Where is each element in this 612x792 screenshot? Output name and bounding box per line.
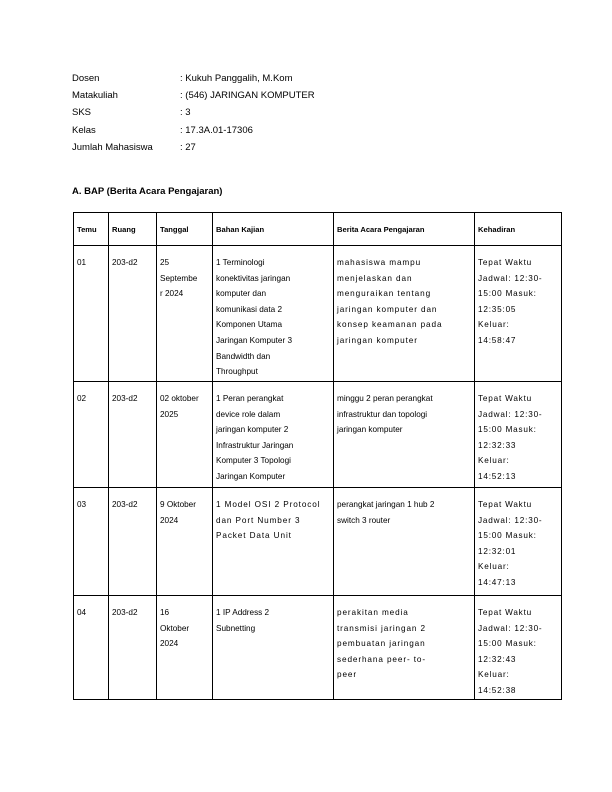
header-ruang: Ruang <box>109 213 157 246</box>
info-label-sks: SKS <box>72 107 92 119</box>
cell-bahan-kajian: 1 Model OSI 2 Protocol dan Port Number 3 Packet Data Unit <box>213 488 334 596</box>
cell-ruang: 203-d2 <box>109 246 157 382</box>
cell-bahan-kajian: 1 Peran perangkat device role dalam jaringan komputer 2 Infrastruktur Jaringan Komputer 3 Topologi Jaringan Komputer <box>213 382 334 488</box>
info-row-kelas <box>72 122 315 139</box>
cell-ruang: 203-d2 <box>109 488 157 596</box>
info-row-matakuliah <box>72 87 315 104</box>
info-label-jumlah-mahasiswa: Jumlah Mahasiswa <box>72 141 153 153</box>
info-label-matakuliah: Matakuliah <box>72 90 118 102</box>
cell-berita-acara: mahasiswa mampu menjelaskan dan menguraikan tentang jaringan komputer dan konsep keamanan pada jaringan komputer <box>334 246 475 382</box>
cell-berita-acara: minggu 2 peran perangkat infrastruktur dan topologi jaringan komputer <box>334 382 475 488</box>
table-header-row <box>74 213 562 246</box>
cell-temu: 03 <box>74 488 109 596</box>
cell-tanggal: 02 oktober 2025 <box>157 382 213 488</box>
cell-bahan-kajian: 1 IP Address 2 Subnetting <box>213 596 334 700</box>
table-row <box>74 488 562 596</box>
info-value-sks: : 3 <box>180 107 191 119</box>
info-value-matakuliah: : (546) JARINGAN KOMPUTER <box>180 90 315 102</box>
bap-table <box>73 212 562 700</box>
section-title: A. BAP (Berita Acara Pengajaran) <box>72 186 223 197</box>
course-info <box>72 70 315 156</box>
info-row-dosen <box>72 70 315 87</box>
info-row-sks <box>72 104 315 121</box>
table-row <box>74 596 562 700</box>
cell-tanggal: 16 Oktober 2024 <box>157 596 213 700</box>
table-row <box>74 382 562 488</box>
cell-temu: 02 <box>74 382 109 488</box>
cell-temu: 01 <box>74 246 109 382</box>
info-value-dosen: : Kukuh Panggalih, M.Kom <box>180 73 293 84</box>
cell-kehadiran: Tepat Waktu Jadwal: 12:30- 15:00 Masuk: 12:35:05 Keluar: 14:58:47 <box>475 246 562 382</box>
info-label-kelas: Kelas <box>72 124 96 136</box>
cell-ruang: 203-d2 <box>109 596 157 700</box>
cell-tanggal: 25 Septembe r 2024 <box>157 246 213 382</box>
cell-temu: 04 <box>74 596 109 700</box>
header-bahan-kajian: Bahan Kajian <box>213 213 334 246</box>
table-row <box>74 246 562 382</box>
cell-berita-acara: perakitan media transmisi jaringan 2 pembuatan jaringan sederhana peer- to- peer <box>334 596 475 700</box>
cell-kehadiran: Tepat Waktu Jadwal: 12:30- 15:00 Masuk: 12:32:43 Keluar: 14:52:38 <box>475 596 562 700</box>
cell-kehadiran: Tepat Waktu Jadwal: 12:30- 15:00 Masuk: 12:32:33 Keluar: 14:52:13 <box>475 382 562 488</box>
cell-berita-acara: perangkat jaringan 1 hub 2 switch 3 router <box>334 488 475 596</box>
info-value-jumlah-mahasiswa: : 27 <box>180 141 196 153</box>
header-temu: Temu <box>74 213 109 246</box>
cell-kehadiran: Tepat Waktu Jadwal: 12:30- 15:00 Masuk: 12:32:01 Keluar: 14:47:13 <box>475 488 562 596</box>
info-value-kelas: : 17.3A.01-17306 <box>180 124 253 136</box>
header-berita-acara: Berita Acara Pengajaran <box>334 213 475 246</box>
cell-bahan-kajian: 1 Terminologi konektivitas jaringan komputer dan komunikasi data 2 Komponen Utama Jaringan Komputer 3 Bandwidth dan Throughput <box>213 246 334 382</box>
header-tanggal: Tanggal <box>157 213 213 246</box>
info-label-dosen: Dosen <box>72 73 100 84</box>
header-kehadiran: Kehadiran <box>475 213 562 246</box>
cell-tanggal: 9 Oktober 2024 <box>157 488 213 596</box>
info-row-jumlah-mahasiswa <box>72 139 315 156</box>
cell-ruang: 203-d2 <box>109 382 157 488</box>
